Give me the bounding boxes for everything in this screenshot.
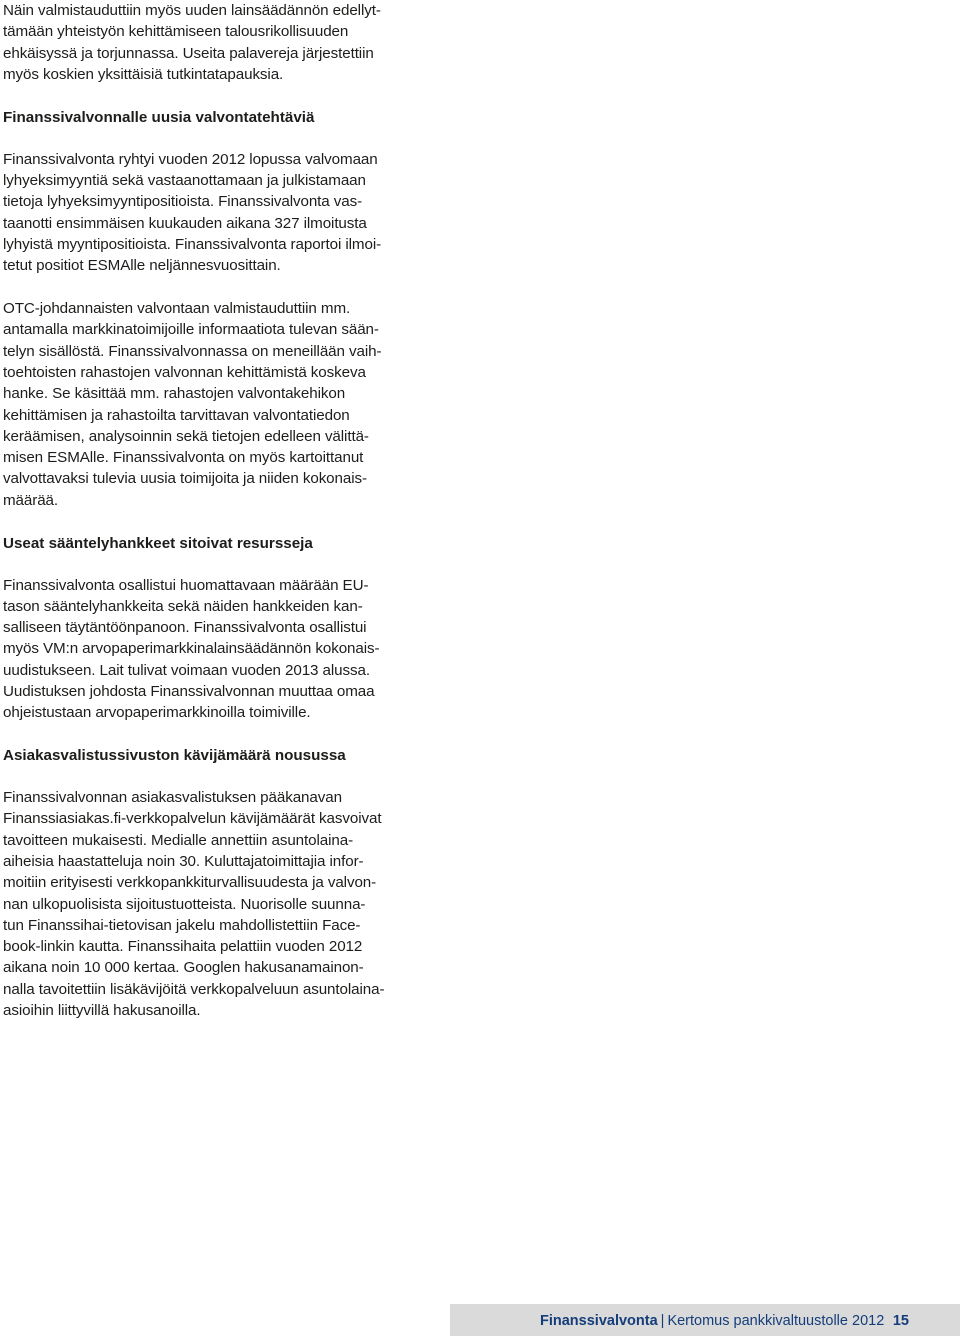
text-line: Finanssivalvonta osallistui huomattavaan määrään EU- xyxy=(3,576,369,594)
text-line: keräämisen, analysoinnin sekä tietojen edelleen välittä- xyxy=(3,427,369,445)
text-line: asioihin liittyvillä hakusanoilla. xyxy=(3,1002,201,1020)
text-line: tun Finanssihai-tietovisan jakelu mahdollistettiin Face- xyxy=(3,916,361,934)
footer-separator: | xyxy=(660,1313,665,1329)
main-text-column xyxy=(3,0,423,1021)
text-line: taanotti ensimmäisen kuukauden aikana 327 ilmoitusta xyxy=(3,214,367,232)
text-line: uudistukseen. Lait tulivat voimaan vuoden 2013 alussa. xyxy=(3,661,370,679)
paragraph-otc-derivatives xyxy=(3,298,423,511)
text-line: tetut positiot ESMAlle neljännesvuosittain. xyxy=(3,257,281,275)
text-line: lyhyeksimyyntiä sekä vastaanottamaan ja julkistamaan xyxy=(3,171,366,189)
text-line: OTC-johdannaisten valvontaan valmistauduttiin mm. xyxy=(3,300,351,318)
paragraph-eu-regulation xyxy=(3,575,423,724)
footer-report-title: Kertomus pankkivaltuustolle 2012 xyxy=(667,1313,885,1329)
text-line: kehittämisen ja rahastoilta tarvittavan valvontatiedon xyxy=(3,406,350,424)
page-number: 15 xyxy=(892,1313,909,1329)
text-line: moitiin erityisesti verkkopankkiturvallisuudesta ja valvon- xyxy=(3,874,377,892)
text-line: määrää. xyxy=(3,491,59,509)
text-line: myös koskien yksittäisiä tutkintatapauksia. xyxy=(3,65,284,83)
paragraph-intro xyxy=(3,0,423,85)
text-line: tietoja lyhyeksimyyntipositioista. Finanssivalvonta vas- xyxy=(3,193,363,211)
text-line: ohjeistustaan arvopaperimarkkinoilla toimiville. xyxy=(3,704,311,722)
heading-customer-education-site: Asiakasvalistussivuston kävijämäärä nousussa xyxy=(3,747,346,765)
text-line: nan ulkopuolisista sijoitustuotteista. Nuorisolle suunna- xyxy=(3,895,366,913)
text-line: hanke. Se käsittää mm. rahastojen valvontakehikon xyxy=(3,385,346,403)
text-line: Finanssivalvonta ryhtyi vuoden 2012 lopussa valvomaan xyxy=(3,150,378,168)
text-line: tavoitteen mukaisesti. Medialle annettiin asuntolaina- xyxy=(3,831,354,849)
footer-brand: Finanssivalvonta xyxy=(540,1313,658,1329)
text-line: tämään yhteistyön kehittämiseen talousrikollisuuden xyxy=(3,23,349,41)
text-line: ehkäisyssä ja torjunnassa. Useita palavereja järjestettiin xyxy=(3,44,374,62)
text-line: salliseen täytäntöönpanoon. Finanssivalvonta osallistui xyxy=(3,619,367,637)
text-line: aiheisia haastatteluja noin 30. Kuluttajatoimittajia infor- xyxy=(3,852,364,870)
text-line: nalla tavoitettiin lisäkävijöitä verkkopalveluun asuntolaina- xyxy=(3,980,385,998)
text-line: book-linkin kautta. Finanssihaita pelattiin vuoden 2012 xyxy=(3,938,363,956)
heading-new-supervisory-tasks: Finanssivalvonnalle uusia valvontatehtäviä xyxy=(3,108,315,126)
page-footer xyxy=(450,1304,960,1336)
text-line: misen ESMAlle. Finanssivalvonta on myös kartoittanut xyxy=(3,449,364,467)
paragraph-short-selling xyxy=(3,149,423,277)
text-line: toehtoisten rahastojen valvonnan kehittämistä koskeva xyxy=(3,363,366,381)
footer-title-line xyxy=(540,1312,884,1330)
text-line: Näin valmistauduttiin myös uuden lainsäädännön edellyt- xyxy=(3,2,381,19)
text-line: Finanssivalvonnan asiakasvalistuksen pääkanavan xyxy=(3,789,342,807)
text-line: tason sääntelyhankkeita sekä näiden hankkeiden kan- xyxy=(3,597,363,615)
text-line: aikana noin 10 000 kertaa. Googlen hakusanamainon- xyxy=(3,959,364,977)
text-line: lyhyistä myyntipositioista. Finanssivalvonta raportoi ilmoi- xyxy=(3,235,382,253)
paragraph-customer-education xyxy=(3,787,423,1021)
text-line: valvottavaksi tulevia uusia toimijoita ja niiden kokonais- xyxy=(3,470,367,488)
text-line: myös VM:n arvopaperimarkkinalainsäädännön kokonais- xyxy=(3,640,380,658)
text-line: antamalla markkinatoimijoille informaatiota tulevan sään- xyxy=(3,321,379,339)
text-line: telyn sisällöstä. Finanssivalvonnassa on meneillään vaih- xyxy=(3,342,382,360)
heading-regulatory-projects: Useat sääntelyhankkeet sitoivat resursseja xyxy=(3,534,313,552)
text-line: Uudistuksen johdosta Finanssivalvonnan muuttaa omaa xyxy=(3,682,375,700)
text-line: Finanssiasiakas.fi-verkkopalvelun kävijämäärät kasvoivat xyxy=(3,810,382,828)
